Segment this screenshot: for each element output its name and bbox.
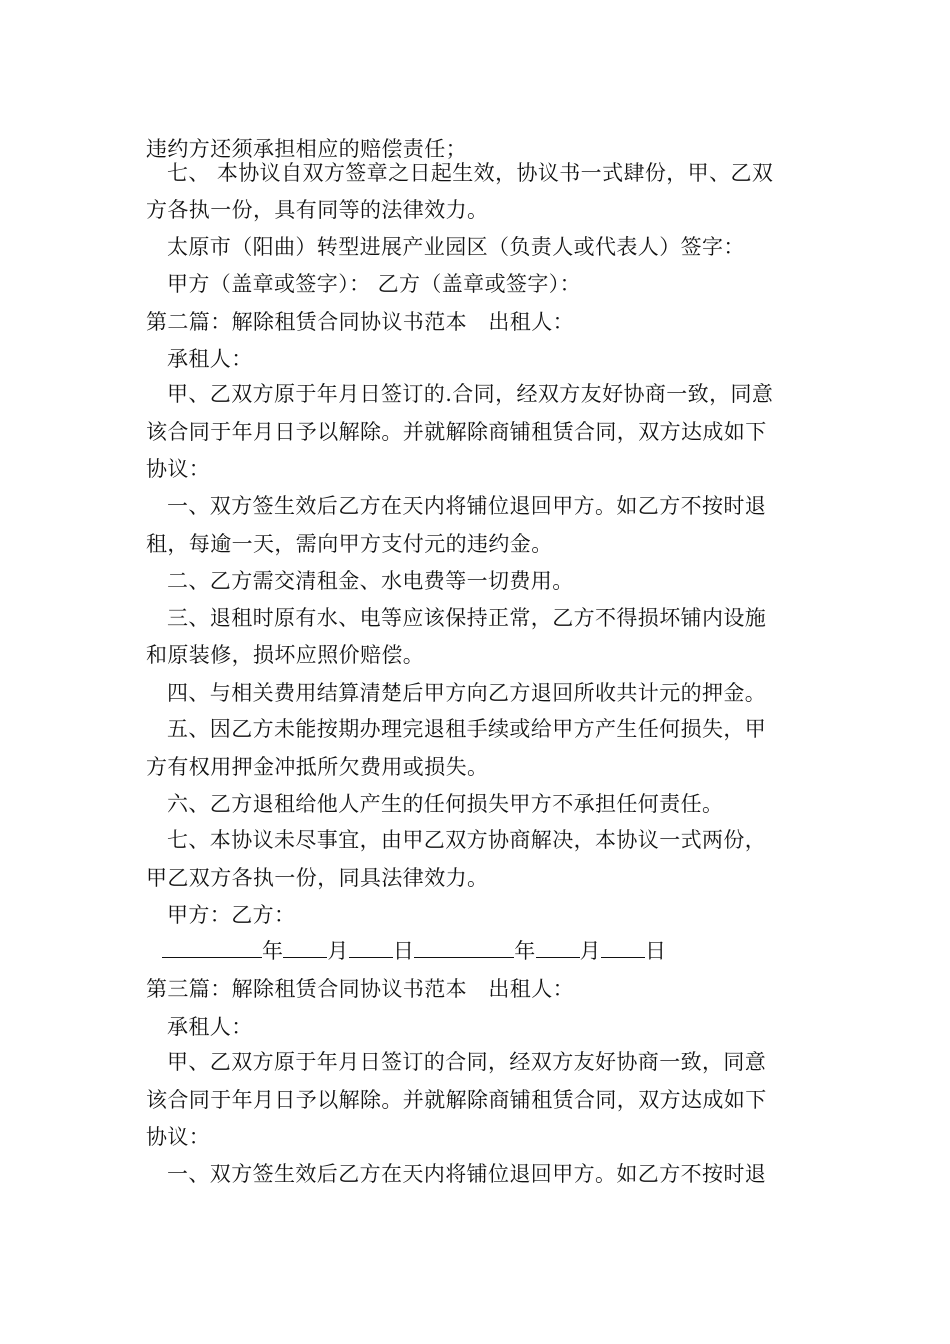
blank-field[interactable] bbox=[601, 935, 645, 958]
section-heading: 第三篇：解除租赁合同协议书范本 出租人： bbox=[146, 977, 574, 1001]
blank-field[interactable] bbox=[283, 935, 327, 958]
text-line: 甲、乙双方原于年月日签订的合同，经双方友好协商一致，同意 bbox=[167, 1050, 767, 1074]
text-line: 承租人： bbox=[167, 347, 253, 371]
text-line: 三、退租时原有水、电等应该保持正常，乙方不得损坏铺内设施 bbox=[167, 606, 767, 630]
text-line: 二、乙方需交清租金、水电费等一切费用。 bbox=[167, 569, 574, 593]
text-line: 租，每逾一天，需向甲方支付元的违约金。 bbox=[146, 532, 553, 556]
text-line: 一、双方签生效后乙方在天内将铺位退回甲方。如乙方不按时退 bbox=[167, 1162, 767, 1186]
text-line: 一、双方签生效后乙方在天内将铺位退回甲方。如乙方不按时退 bbox=[167, 494, 767, 518]
date-line bbox=[162, 935, 666, 963]
date-month-label: 月 bbox=[327, 939, 349, 963]
text-line: 该合同于年月日予以解除。并就解除商铺租赁合同，双方达成如下 bbox=[146, 420, 767, 444]
blank-field[interactable] bbox=[162, 935, 262, 958]
date-year-label: 年 bbox=[514, 939, 536, 963]
text-line: 协议： bbox=[146, 1125, 211, 1149]
text-line: 违约方还须承担相应的赔偿责任； bbox=[146, 137, 467, 161]
blank-field[interactable] bbox=[414, 935, 514, 958]
text-line: 七、 本协议自双方签章之日起生效，协议书一式肆份，甲、乙双 bbox=[167, 161, 774, 185]
section-heading: 第二篇：解除租赁合同协议书范本 出租人： bbox=[146, 310, 574, 334]
text-line: 和原装修，损坏应照价赔偿。 bbox=[146, 643, 425, 667]
text-line: 五、因乙方未能按期办理完退租手续或给甲方产生任何损失，甲 bbox=[167, 717, 767, 741]
date-day-label: 日 bbox=[645, 939, 667, 963]
text-line: 该合同于年月日予以解除。并就解除商铺租赁合同，双方达成如下 bbox=[146, 1088, 767, 1112]
text-line: 协议： bbox=[146, 457, 211, 481]
text-line: 七、本协议未尽事宜，由甲乙双方协商解决，本协议一式两份， bbox=[167, 828, 767, 852]
text-line: 甲乙双方各执一份，同具法律效力。 bbox=[146, 866, 489, 890]
blank-field[interactable] bbox=[349, 935, 393, 958]
text-line: 甲方（盖章或签字）： 乙方（盖章或签字）： bbox=[167, 272, 582, 296]
blank-field[interactable] bbox=[536, 935, 580, 958]
text-line: 承租人： bbox=[167, 1015, 253, 1039]
date-month-label: 月 bbox=[579, 939, 602, 963]
text-line: 方有权用押金冲抵所欠费用或损失。 bbox=[146, 755, 489, 779]
text-line: 六、乙方退租给他人产生的任何损失甲方不承担任何责任。 bbox=[167, 792, 724, 816]
text-line: 甲方：乙方： bbox=[167, 903, 296, 927]
text-line: 太原市（阳曲）转型进展产业园区（负责人或代表人）签字： bbox=[167, 235, 745, 259]
text-line: 四、与相关费用结算清楚后甲方向乙方退回所收共计元的押金。 bbox=[167, 681, 767, 705]
text-line: 方各执一份，具有同等的法律效力。 bbox=[146, 198, 489, 222]
date-day-label: 日 bbox=[392, 939, 415, 963]
text-line: 甲、乙双方原于年月日签订的.合同，经双方友好协商一致，同意 bbox=[167, 382, 774, 406]
date-year-label: 年 bbox=[262, 939, 284, 963]
